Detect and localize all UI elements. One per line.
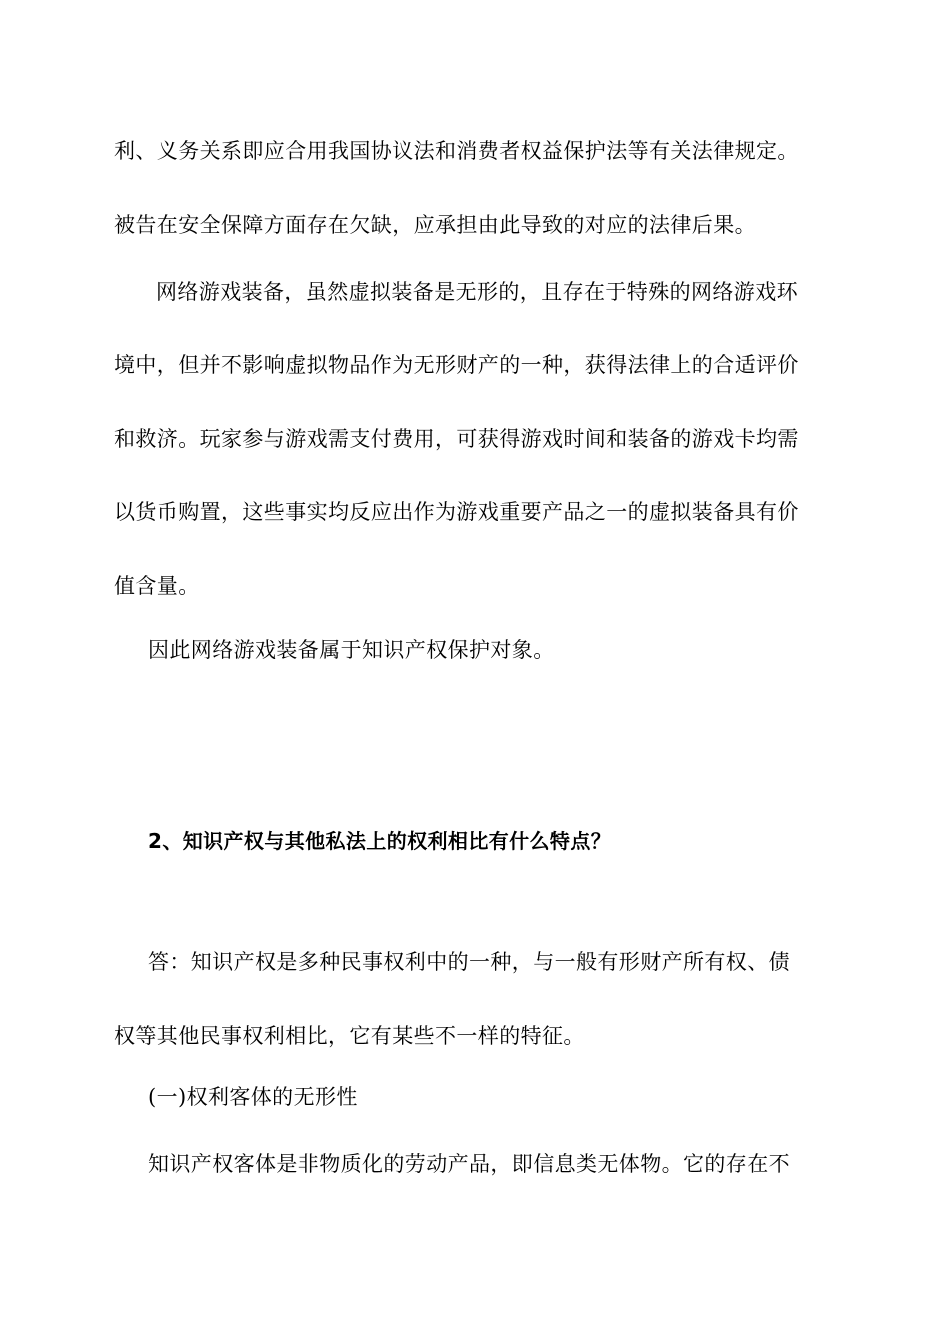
paragraph-line: 因此网络游戏装备属于知识产权保护对象。 — [148, 638, 555, 662]
paragraph-line: 以货币购置，这些事实均反应出作为游戏重要产品之一的虚拟装备具有价 — [114, 500, 799, 524]
paragraph-line: 网络游戏装备，虽然虚拟装备是无形的，且存在于特殊的网络游戏环 — [156, 280, 798, 304]
paragraph-line: 权等其他民事权利相比，它有某些不一样的特征。 — [114, 1024, 585, 1048]
paragraph-line: 境中，但并不影响虚拟物品作为无形财产的一种，获得法律上的合适评价 — [114, 353, 799, 377]
section-heading: 2、知识产权与其他私法上的权利相比有什么特点？ — [148, 829, 612, 853]
paragraph-line: 答：知识产权是多种民事权利中的一种，与一般有形财产所有权、债 — [148, 950, 790, 974]
paragraph-line: 知识产权客体是非物质化的劳动产品，即信息类无体物。它的存在不 — [148, 1152, 790, 1176]
paragraph-line: 值含量。 — [114, 574, 200, 598]
paragraph-line: 利、义务关系即应合用我国协议法和消费者权益保护法等有关法律规定。 — [114, 139, 799, 163]
subsection-heading: (一)权利客体的无形性 — [148, 1085, 358, 1109]
paragraph-line: 和救济。玩家参与游戏需支付费用，可获得游戏时间和装备的游戏卡均需 — [114, 427, 799, 451]
paragraph-line: 被告在安全保障方面存在欠缺，应承担由此导致的对应的法律后果。 — [114, 213, 756, 237]
